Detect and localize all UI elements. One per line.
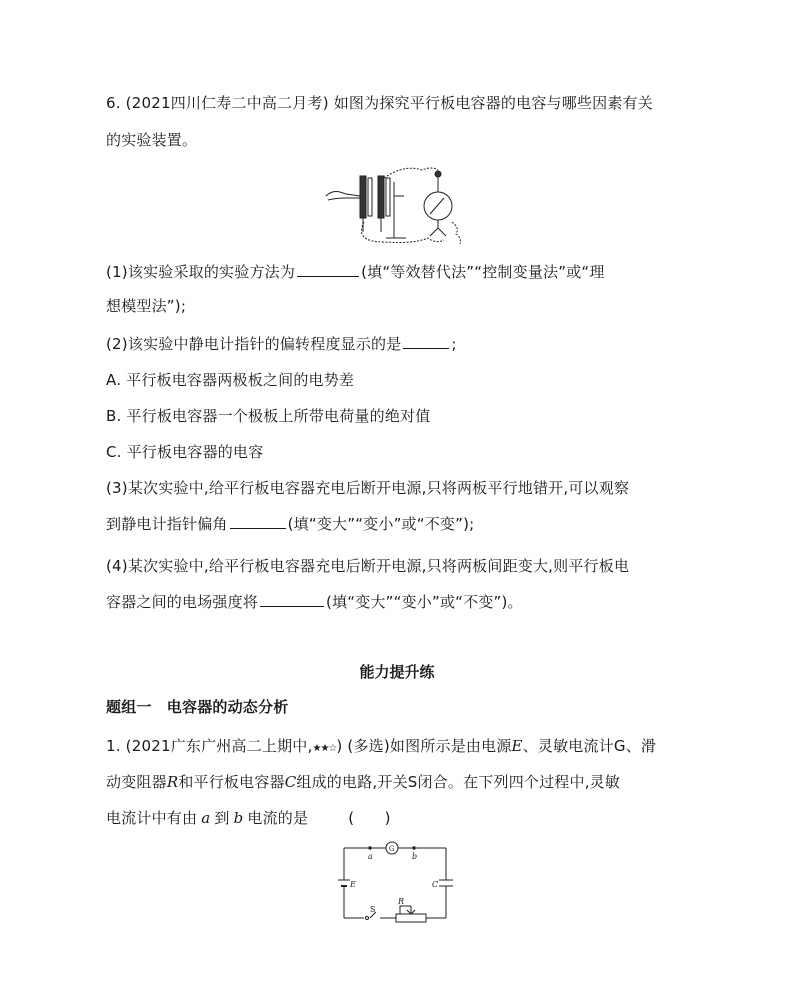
q1-stem-7: 到 xyxy=(214,809,230,827)
q1-stem-2: 、灵敏电流计G、滑 xyxy=(522,737,657,755)
answer-blank-4[interactable] xyxy=(260,592,324,607)
q6-part1-line-2 xyxy=(106,296,186,316)
q6-line-2 xyxy=(106,130,197,150)
q1-source: 1. (2021广东广州高二上期中, xyxy=(106,737,313,755)
q1-line-3 xyxy=(106,808,391,828)
q6-part4-options: (填“变大”“变小”或“不变”)。 xyxy=(326,593,523,611)
q1-stem-3: 动变阻器 xyxy=(106,773,167,791)
q6-part4-text: (4)某次实验中,给平行板电容器充电后断开电源,只将两板间距变大,则平行板电 xyxy=(106,557,630,575)
q6-part4-text-2: 容器之间的电场强度将 xyxy=(106,593,259,611)
circuit-label-a: a xyxy=(368,852,373,861)
q1-stem-1: ) (多选)如图所示是由电源 xyxy=(336,737,512,755)
q6-part3-text-2: 到静电计指针偏角 xyxy=(106,515,228,533)
circuit-diagram xyxy=(334,840,458,924)
q6-option-b[interactable] xyxy=(106,406,430,426)
circuit-label-e: E xyxy=(350,880,356,889)
q1-stem-5: 组成的电路,开关S闭合。在下列四个过程中,灵敏 xyxy=(296,773,621,791)
answer-blank-2[interactable] xyxy=(403,334,449,349)
answer-paren[interactable]: ( ) xyxy=(348,809,391,827)
q6-part1-options-end: 想模型法”); xyxy=(106,297,187,315)
q6-stem-2: 的实验装置。 xyxy=(106,131,198,149)
difficulty-stars-icon: ★★☆ xyxy=(312,743,337,754)
q6-part4-line-1 xyxy=(106,556,629,576)
circuit-label-b: b xyxy=(412,852,418,861)
q6-part3-options: (填“变大”“变小”或“不变”); xyxy=(287,515,475,533)
var-r: R xyxy=(166,773,179,791)
q6-part3-line-2 xyxy=(106,514,474,534)
q6-part3-text: (3)某次实验中,给平行板电容器充电后断开电源,只将两板平行地错开,可以观察 xyxy=(106,479,630,497)
q1-stem-8: 电流的是 xyxy=(247,809,309,827)
q6-part1-text: (1)该实验采取的实验方法为 xyxy=(106,263,296,281)
q1-line-1 xyxy=(106,736,656,759)
rheostat-icon xyxy=(396,914,426,922)
option-a-text: A. 平行板电容器两极板之间的电势差 xyxy=(106,371,355,389)
group-heading: 题组一 电容器的动态分析 xyxy=(106,698,289,716)
answer-blank-1[interactable] xyxy=(297,262,359,277)
option-b-text: B. 平行板电容器一个极板上所带电荷量的绝对值 xyxy=(106,407,431,425)
q6-option-a[interactable] xyxy=(106,370,354,390)
q6-part1-line-1 xyxy=(106,262,605,282)
q6-option-c[interactable] xyxy=(106,442,263,462)
circuit-label-r: R xyxy=(398,897,405,906)
answer-blank-3[interactable] xyxy=(230,514,286,529)
q6-part3-line-1 xyxy=(106,478,629,498)
circuit-label-c: C xyxy=(432,880,439,889)
q6-part2-line xyxy=(106,334,457,354)
q1-line-2 xyxy=(106,772,620,792)
var-c: C xyxy=(284,773,297,791)
q6-part2-end: ; xyxy=(451,335,457,353)
q6-part2-text: (2)该实验中静电计指针的偏转程度显示的是 xyxy=(106,335,402,353)
q6-line-1 xyxy=(106,93,653,113)
capacitor-electrometer-figure xyxy=(324,162,470,246)
q6-part1-options: (填“等效替代法”“控制变量法”或“理 xyxy=(361,263,605,281)
var-e: E xyxy=(511,737,523,755)
q1-stem-6: 电流计中有由 xyxy=(106,809,198,827)
circuit-label-g: G xyxy=(389,845,395,853)
var-a: a xyxy=(201,809,211,827)
section-title: 能力提升练 xyxy=(359,663,435,681)
circuit-label-s: S xyxy=(370,905,376,914)
var-b: b xyxy=(233,809,244,827)
option-c-text: C. 平行板电容器的电容 xyxy=(106,443,264,461)
q6-stem-1: 6. (2021四川仁寿二中高二月考) 如图为探究平行板电容器的电容与哪些因素有关 xyxy=(106,94,653,112)
q6-part4-line-2 xyxy=(106,592,523,612)
q1-stem-4: 和平行板电容器 xyxy=(178,773,285,791)
